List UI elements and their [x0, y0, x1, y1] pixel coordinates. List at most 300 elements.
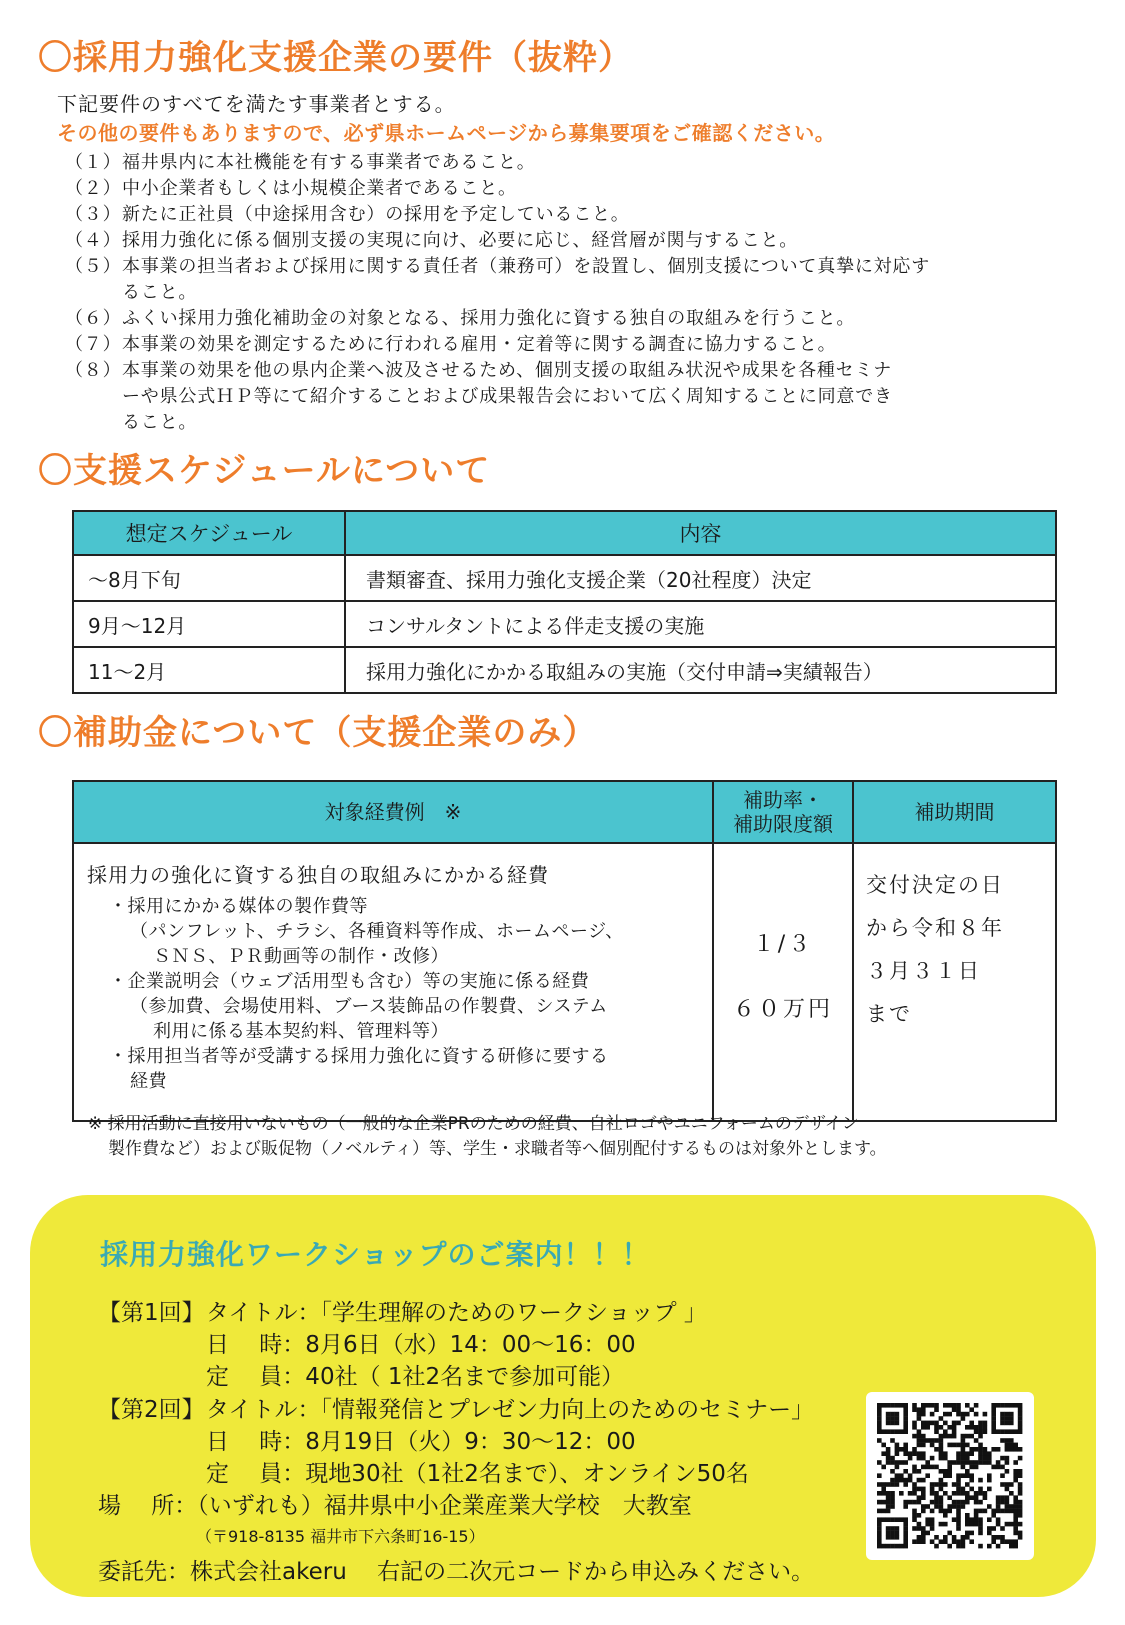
qr-module — [1009, 1412, 1014, 1417]
session1-label: 【第1回】 — [98, 1300, 205, 1326]
qr-module — [956, 1456, 961, 1461]
qr-module — [930, 1456, 935, 1461]
qr-module — [934, 1465, 939, 1470]
qr-module — [1000, 1473, 1005, 1478]
subsidy-limit: ６０万円 — [732, 997, 833, 1022]
session2-title: タイトル：「情報発信とプレゼン力向上のためのセミナー」 — [206, 1397, 815, 1423]
qr-module — [899, 1517, 904, 1522]
qr-module — [996, 1460, 1001, 1465]
qr-module — [877, 1544, 882, 1549]
qr-module — [921, 1438, 926, 1443]
qr-module — [1000, 1421, 1005, 1426]
qr-module — [961, 1412, 966, 1417]
qr-module — [965, 1403, 970, 1408]
qr-module — [987, 1504, 992, 1509]
qr-module — [1013, 1509, 1018, 1514]
qr-module — [921, 1451, 926, 1456]
qr-module — [978, 1434, 983, 1439]
qr-module — [934, 1429, 939, 1434]
requirement-number: （３） — [65, 204, 122, 225]
qr-module — [877, 1438, 882, 1443]
qr-module — [890, 1478, 895, 1483]
subsidy-footnote: 製作費など）および販促物（ノベルティ）等、学生・求職者等へ個別配付するものは対象外とします。 — [108, 1139, 887, 1159]
qr-module — [952, 1407, 957, 1412]
qr-module — [1018, 1456, 1023, 1461]
qr-module — [974, 1517, 979, 1522]
qr-module — [925, 1421, 930, 1426]
qr-module — [943, 1434, 948, 1439]
qr-module — [1005, 1403, 1010, 1408]
qr-module — [908, 1500, 913, 1505]
qr-module — [1013, 1403, 1018, 1408]
qr-module — [969, 1487, 974, 1492]
qr-module — [996, 1495, 1001, 1500]
schedule-timing: ～8月下旬 — [73, 555, 345, 601]
qr-module — [921, 1425, 926, 1430]
qr-module — [1009, 1504, 1014, 1509]
qr-module — [965, 1495, 970, 1500]
qr-module — [939, 1539, 944, 1544]
qr-module — [943, 1421, 948, 1426]
qr-module — [978, 1443, 983, 1448]
qr-module — [983, 1491, 988, 1496]
qr-module — [939, 1509, 944, 1514]
qr-module — [978, 1447, 983, 1452]
qr-module — [899, 1478, 904, 1483]
workshop-title: 採用力強化ワークショップのご案内！！！ — [100, 1238, 651, 1271]
qr-module — [987, 1451, 992, 1456]
qr-module — [956, 1504, 961, 1509]
workshop-address: （〒918-8135 福井市下六条町16-15） — [196, 1527, 485, 1546]
qr-module — [886, 1544, 891, 1549]
requirements-list — [65, 150, 1105, 436]
qr-module — [895, 1403, 900, 1408]
qr-module — [890, 1500, 895, 1505]
qr-module — [1000, 1500, 1005, 1505]
qr-module — [939, 1456, 944, 1461]
qr-module — [912, 1509, 917, 1514]
qr-module — [996, 1403, 1001, 1408]
qr-module — [965, 1469, 970, 1474]
qr-module — [956, 1478, 961, 1483]
qr-module — [890, 1469, 895, 1474]
qr-module — [961, 1443, 966, 1448]
qr-module — [925, 1531, 930, 1536]
qr-module — [978, 1429, 983, 1434]
qr-module — [1018, 1421, 1023, 1426]
qr-module — [877, 1403, 882, 1408]
qr-module — [969, 1539, 974, 1544]
qr-module — [1009, 1509, 1014, 1514]
qr-module — [952, 1482, 957, 1487]
qr-module — [956, 1460, 961, 1465]
qr-module — [934, 1495, 939, 1500]
qr-module — [917, 1469, 922, 1474]
qr-module — [969, 1425, 974, 1430]
requirement-text: 新たに正社員（中途採用含む）の採用を予定していること。 — [122, 204, 630, 225]
qr-module — [881, 1517, 886, 1522]
qr-module — [917, 1522, 922, 1527]
qr-module — [952, 1434, 957, 1439]
qr-module — [991, 1539, 996, 1544]
qr-module — [1009, 1416, 1014, 1421]
qr-module — [1009, 1522, 1014, 1527]
qr-module — [903, 1460, 908, 1465]
qr-module — [974, 1403, 979, 1408]
qr-module — [974, 1500, 979, 1505]
qr-module — [978, 1531, 983, 1536]
qr-module — [996, 1500, 1001, 1505]
qr-module — [912, 1447, 917, 1452]
qr-module — [961, 1544, 966, 1549]
qr-module — [943, 1482, 948, 1487]
qr-module — [930, 1539, 935, 1544]
requirement-text: 本事業の担当者および採用に関する責任者（兼務可）を設置し、個別支援について真摯に対応すること。 — [122, 256, 931, 303]
table-row — [73, 647, 1056, 693]
qr-module — [921, 1412, 926, 1417]
qr-module — [947, 1509, 952, 1514]
qr-module — [886, 1517, 891, 1522]
qr-module — [886, 1526, 891, 1531]
qr-module — [877, 1482, 882, 1487]
qr-module — [943, 1469, 948, 1474]
qr-module — [991, 1513, 996, 1518]
rate-cell — [713, 843, 853, 1121]
qr-module — [956, 1407, 961, 1412]
requirement-text: ふくい採用力強化補助金の対象となる、採用力強化に資する独自の取組みを行うこと。 — [122, 308, 856, 329]
qr-module — [903, 1412, 908, 1417]
qr-module — [1000, 1416, 1005, 1421]
qr-module — [952, 1504, 957, 1509]
qr-module — [956, 1491, 961, 1496]
qr-module — [917, 1412, 922, 1417]
qr-module — [1018, 1407, 1023, 1412]
subsidy-header-rate — [713, 781, 853, 843]
qr-module — [921, 1535, 926, 1540]
qr-module — [965, 1473, 970, 1478]
qr-module — [943, 1403, 948, 1408]
qr-module — [961, 1465, 966, 1470]
session1-capacity: 定 員：40社（ 1社2名まで参加可能） — [206, 1364, 625, 1390]
qr-module — [965, 1500, 970, 1505]
qr-module — [881, 1465, 886, 1470]
qr-module — [961, 1447, 966, 1452]
subsidy-table — [72, 780, 1057, 1122]
qr-module — [943, 1513, 948, 1518]
qr-module — [956, 1451, 961, 1456]
qr-module — [1009, 1544, 1014, 1549]
qr-code-icon — [866, 1392, 1034, 1560]
qr-module — [969, 1434, 974, 1439]
qr-module — [947, 1469, 952, 1474]
qr-module — [1013, 1517, 1018, 1522]
expense-line: ・採用にかかる媒体の製作費等 — [109, 896, 368, 917]
qr-module — [961, 1460, 966, 1465]
qr-module — [974, 1509, 979, 1514]
expense-line: ＳＮＳ、ＰＲ動画等の制作・改修） — [153, 946, 449, 967]
qr-module — [930, 1517, 935, 1522]
subsidy-header-expense: 対象経費例 ※ — [73, 781, 713, 843]
qr-module — [1018, 1429, 1023, 1434]
schedule-content: コンサルタントによる伴走支援の実施 — [345, 601, 1056, 647]
qr-module — [1000, 1526, 1005, 1531]
qr-module — [974, 1460, 979, 1465]
qr-module — [895, 1429, 900, 1434]
qr-module — [881, 1544, 886, 1549]
workshop-venue: 場 所：（いずれも）福井県中小企業産業大学校 大教室 — [98, 1493, 692, 1519]
qr-module — [1018, 1535, 1023, 1540]
qr-module — [965, 1482, 970, 1487]
qr-module — [1013, 1460, 1018, 1465]
table-row — [73, 555, 1056, 601]
qr-module — [1018, 1513, 1023, 1518]
qr-module — [921, 1456, 926, 1461]
expense-line: ・企業説明会（ウェブ活用型も含む）等の実施に係る経費 — [109, 971, 590, 992]
qr-module — [969, 1421, 974, 1426]
qr-module — [965, 1443, 970, 1448]
qr-module — [903, 1535, 908, 1540]
qr-module — [956, 1443, 961, 1448]
qr-module — [925, 1403, 930, 1408]
requirement-number: （５） — [65, 256, 122, 277]
qr-module — [1018, 1531, 1023, 1536]
qr-module — [996, 1447, 1001, 1452]
qr-module — [934, 1491, 939, 1496]
qr-module — [952, 1443, 957, 1448]
qr-module — [934, 1425, 939, 1430]
qr-module — [939, 1495, 944, 1500]
qr-module — [934, 1504, 939, 1509]
qr-module — [886, 1504, 891, 1509]
qr-module — [877, 1412, 882, 1417]
qr-module — [877, 1421, 882, 1426]
qr-module — [978, 1487, 983, 1492]
qr-module — [899, 1473, 904, 1478]
qr-module — [961, 1487, 966, 1492]
workshop-contractor: 委託先：株式会社akeru 右記の二次元コードから申込みください。 — [98, 1559, 815, 1585]
requirement-item — [65, 176, 1105, 202]
requirement-text: 中小企業者もしくは小規模企業者であること。 — [122, 178, 517, 199]
qr-module — [930, 1509, 935, 1514]
qr-module — [912, 1482, 917, 1487]
qr-module — [1009, 1421, 1014, 1426]
qr-module — [1013, 1443, 1018, 1448]
schedule-heading: 〇支援スケジュールについて — [38, 451, 491, 491]
qr-module — [930, 1482, 935, 1487]
qr-module — [886, 1535, 891, 1540]
qr-module — [991, 1535, 996, 1540]
qr-module — [947, 1504, 952, 1509]
qr-module — [987, 1478, 992, 1483]
expense-main: 採用力の強化に資する独自の取組みにかかる経費 — [87, 863, 549, 887]
qr-module — [996, 1522, 1001, 1527]
qr-module — [974, 1429, 979, 1434]
subsidy-footnote: ※ 採用活動に直接用いないもの（一般的な企業PRのための経費、自社ロゴやユニフォームのデザイン — [88, 1114, 859, 1134]
qr-module — [877, 1526, 882, 1531]
qr-module — [903, 1425, 908, 1430]
qr-module — [1005, 1509, 1010, 1514]
qr-module — [969, 1407, 974, 1412]
qr-module — [925, 1473, 930, 1478]
qr-module — [1005, 1456, 1010, 1461]
qr-module — [877, 1522, 882, 1527]
qr-module — [1009, 1491, 1014, 1496]
qr-module — [1018, 1522, 1023, 1527]
qr-module — [978, 1460, 983, 1465]
qr-module — [956, 1482, 961, 1487]
qr-module — [991, 1421, 996, 1426]
qr-module — [939, 1451, 944, 1456]
qr-module — [965, 1425, 970, 1430]
qr-module — [925, 1465, 930, 1470]
qr-module — [1013, 1473, 1018, 1478]
qr-module — [1018, 1412, 1023, 1417]
expense-line: （パンフレット、チラシ、各種資料等作成、ホームページ、 — [130, 921, 624, 942]
qr-module — [912, 1425, 917, 1430]
qr-module — [886, 1451, 891, 1456]
qr-module — [899, 1403, 904, 1408]
qr-module — [947, 1460, 952, 1465]
qr-module — [943, 1473, 948, 1478]
requirement-number: （７） — [65, 334, 122, 355]
qr-module — [943, 1539, 948, 1544]
qr-module — [917, 1500, 922, 1505]
qr-module — [983, 1495, 988, 1500]
qr-module — [917, 1438, 922, 1443]
qr-module — [943, 1429, 948, 1434]
qr-module — [886, 1491, 891, 1496]
qr-code[interactable] — [866, 1392, 1034, 1560]
qr-module — [978, 1500, 983, 1505]
qr-module — [917, 1456, 922, 1461]
qr-module — [912, 1403, 917, 1408]
qr-module — [1005, 1482, 1010, 1487]
qr-module — [895, 1412, 900, 1417]
qr-module — [912, 1526, 917, 1531]
qr-module — [952, 1539, 957, 1544]
qr-module — [983, 1429, 988, 1434]
qr-module — [895, 1473, 900, 1478]
qr-module — [934, 1447, 939, 1452]
qr-module — [1000, 1535, 1005, 1540]
schedule-header-row — [73, 511, 1056, 555]
qr-module — [1000, 1412, 1005, 1417]
qr-module — [1018, 1504, 1023, 1509]
qr-module — [991, 1465, 996, 1470]
qr-module — [930, 1526, 935, 1531]
qr-module — [996, 1517, 1001, 1522]
qr-module — [1013, 1429, 1018, 1434]
qr-module — [877, 1429, 882, 1434]
qr-module — [890, 1526, 895, 1531]
qr-module — [969, 1460, 974, 1465]
requirement-item — [65, 228, 1105, 254]
qr-module — [1013, 1447, 1018, 1452]
qr-module — [965, 1451, 970, 1456]
qr-module — [956, 1500, 961, 1505]
qr-module — [965, 1522, 970, 1527]
session2-capacity: 定 員：現地30社（1社2名まで）、オンライン50名 — [206, 1461, 749, 1487]
qr-module — [921, 1465, 926, 1470]
subsidy-header-period: 補助期間 — [853, 781, 1056, 843]
qr-module — [1000, 1539, 1005, 1544]
qr-module — [1018, 1403, 1023, 1408]
qr-module — [925, 1438, 930, 1443]
qr-module — [1000, 1438, 1005, 1443]
qr-module — [978, 1517, 983, 1522]
qr-module — [930, 1491, 935, 1496]
qr-module — [1018, 1482, 1023, 1487]
qr-module — [917, 1443, 922, 1448]
qr-module — [895, 1544, 900, 1549]
qr-module — [895, 1478, 900, 1483]
qr-module — [903, 1539, 908, 1544]
qr-module — [890, 1531, 895, 1536]
session2-label: 【第2回】 — [98, 1397, 205, 1423]
qr-module — [991, 1412, 996, 1417]
qr-module — [1000, 1465, 1005, 1470]
qr-module — [921, 1509, 926, 1514]
qr-module — [1009, 1482, 1014, 1487]
qr-module — [908, 1456, 913, 1461]
qr-module — [978, 1456, 983, 1461]
qr-module — [903, 1482, 908, 1487]
requirement-item — [65, 150, 1105, 176]
qr-module — [912, 1491, 917, 1496]
qr-module — [890, 1495, 895, 1500]
qr-module — [1009, 1447, 1014, 1452]
qr-module — [1005, 1469, 1010, 1474]
qr-module — [961, 1434, 966, 1439]
qr-module — [890, 1412, 895, 1417]
qr-module — [974, 1447, 979, 1452]
qr-module — [983, 1412, 988, 1417]
qr-module — [969, 1522, 974, 1527]
qr-module — [1000, 1403, 1005, 1408]
qr-module — [1005, 1495, 1010, 1500]
qr-module — [930, 1421, 935, 1426]
qr-module — [965, 1456, 970, 1461]
qr-module — [996, 1544, 1001, 1549]
qr-module — [881, 1487, 886, 1492]
qr-module — [996, 1429, 1001, 1434]
qr-module — [925, 1504, 930, 1509]
schedule-table — [72, 510, 1057, 694]
qr-module — [974, 1465, 979, 1470]
qr-module — [961, 1451, 966, 1456]
qr-module — [886, 1416, 891, 1421]
qr-module — [881, 1500, 886, 1505]
qr-module — [930, 1500, 935, 1505]
qr-module — [939, 1482, 944, 1487]
qr-module — [1000, 1482, 1005, 1487]
qr-module — [996, 1504, 1001, 1509]
qr-module — [908, 1451, 913, 1456]
subsidy-rate: １/３ — [752, 932, 814, 957]
qr-module — [947, 1465, 952, 1470]
requirement-number: （２） — [65, 178, 122, 199]
qr-module — [921, 1421, 926, 1426]
qr-module — [934, 1403, 939, 1408]
qr-module — [1005, 1412, 1010, 1417]
qr-module — [1018, 1500, 1023, 1505]
qr-module — [895, 1526, 900, 1531]
qr-module — [956, 1421, 961, 1426]
qr-module — [917, 1478, 922, 1483]
qr-module — [1005, 1539, 1010, 1544]
qr-module — [939, 1469, 944, 1474]
expense-cell — [73, 843, 713, 1121]
